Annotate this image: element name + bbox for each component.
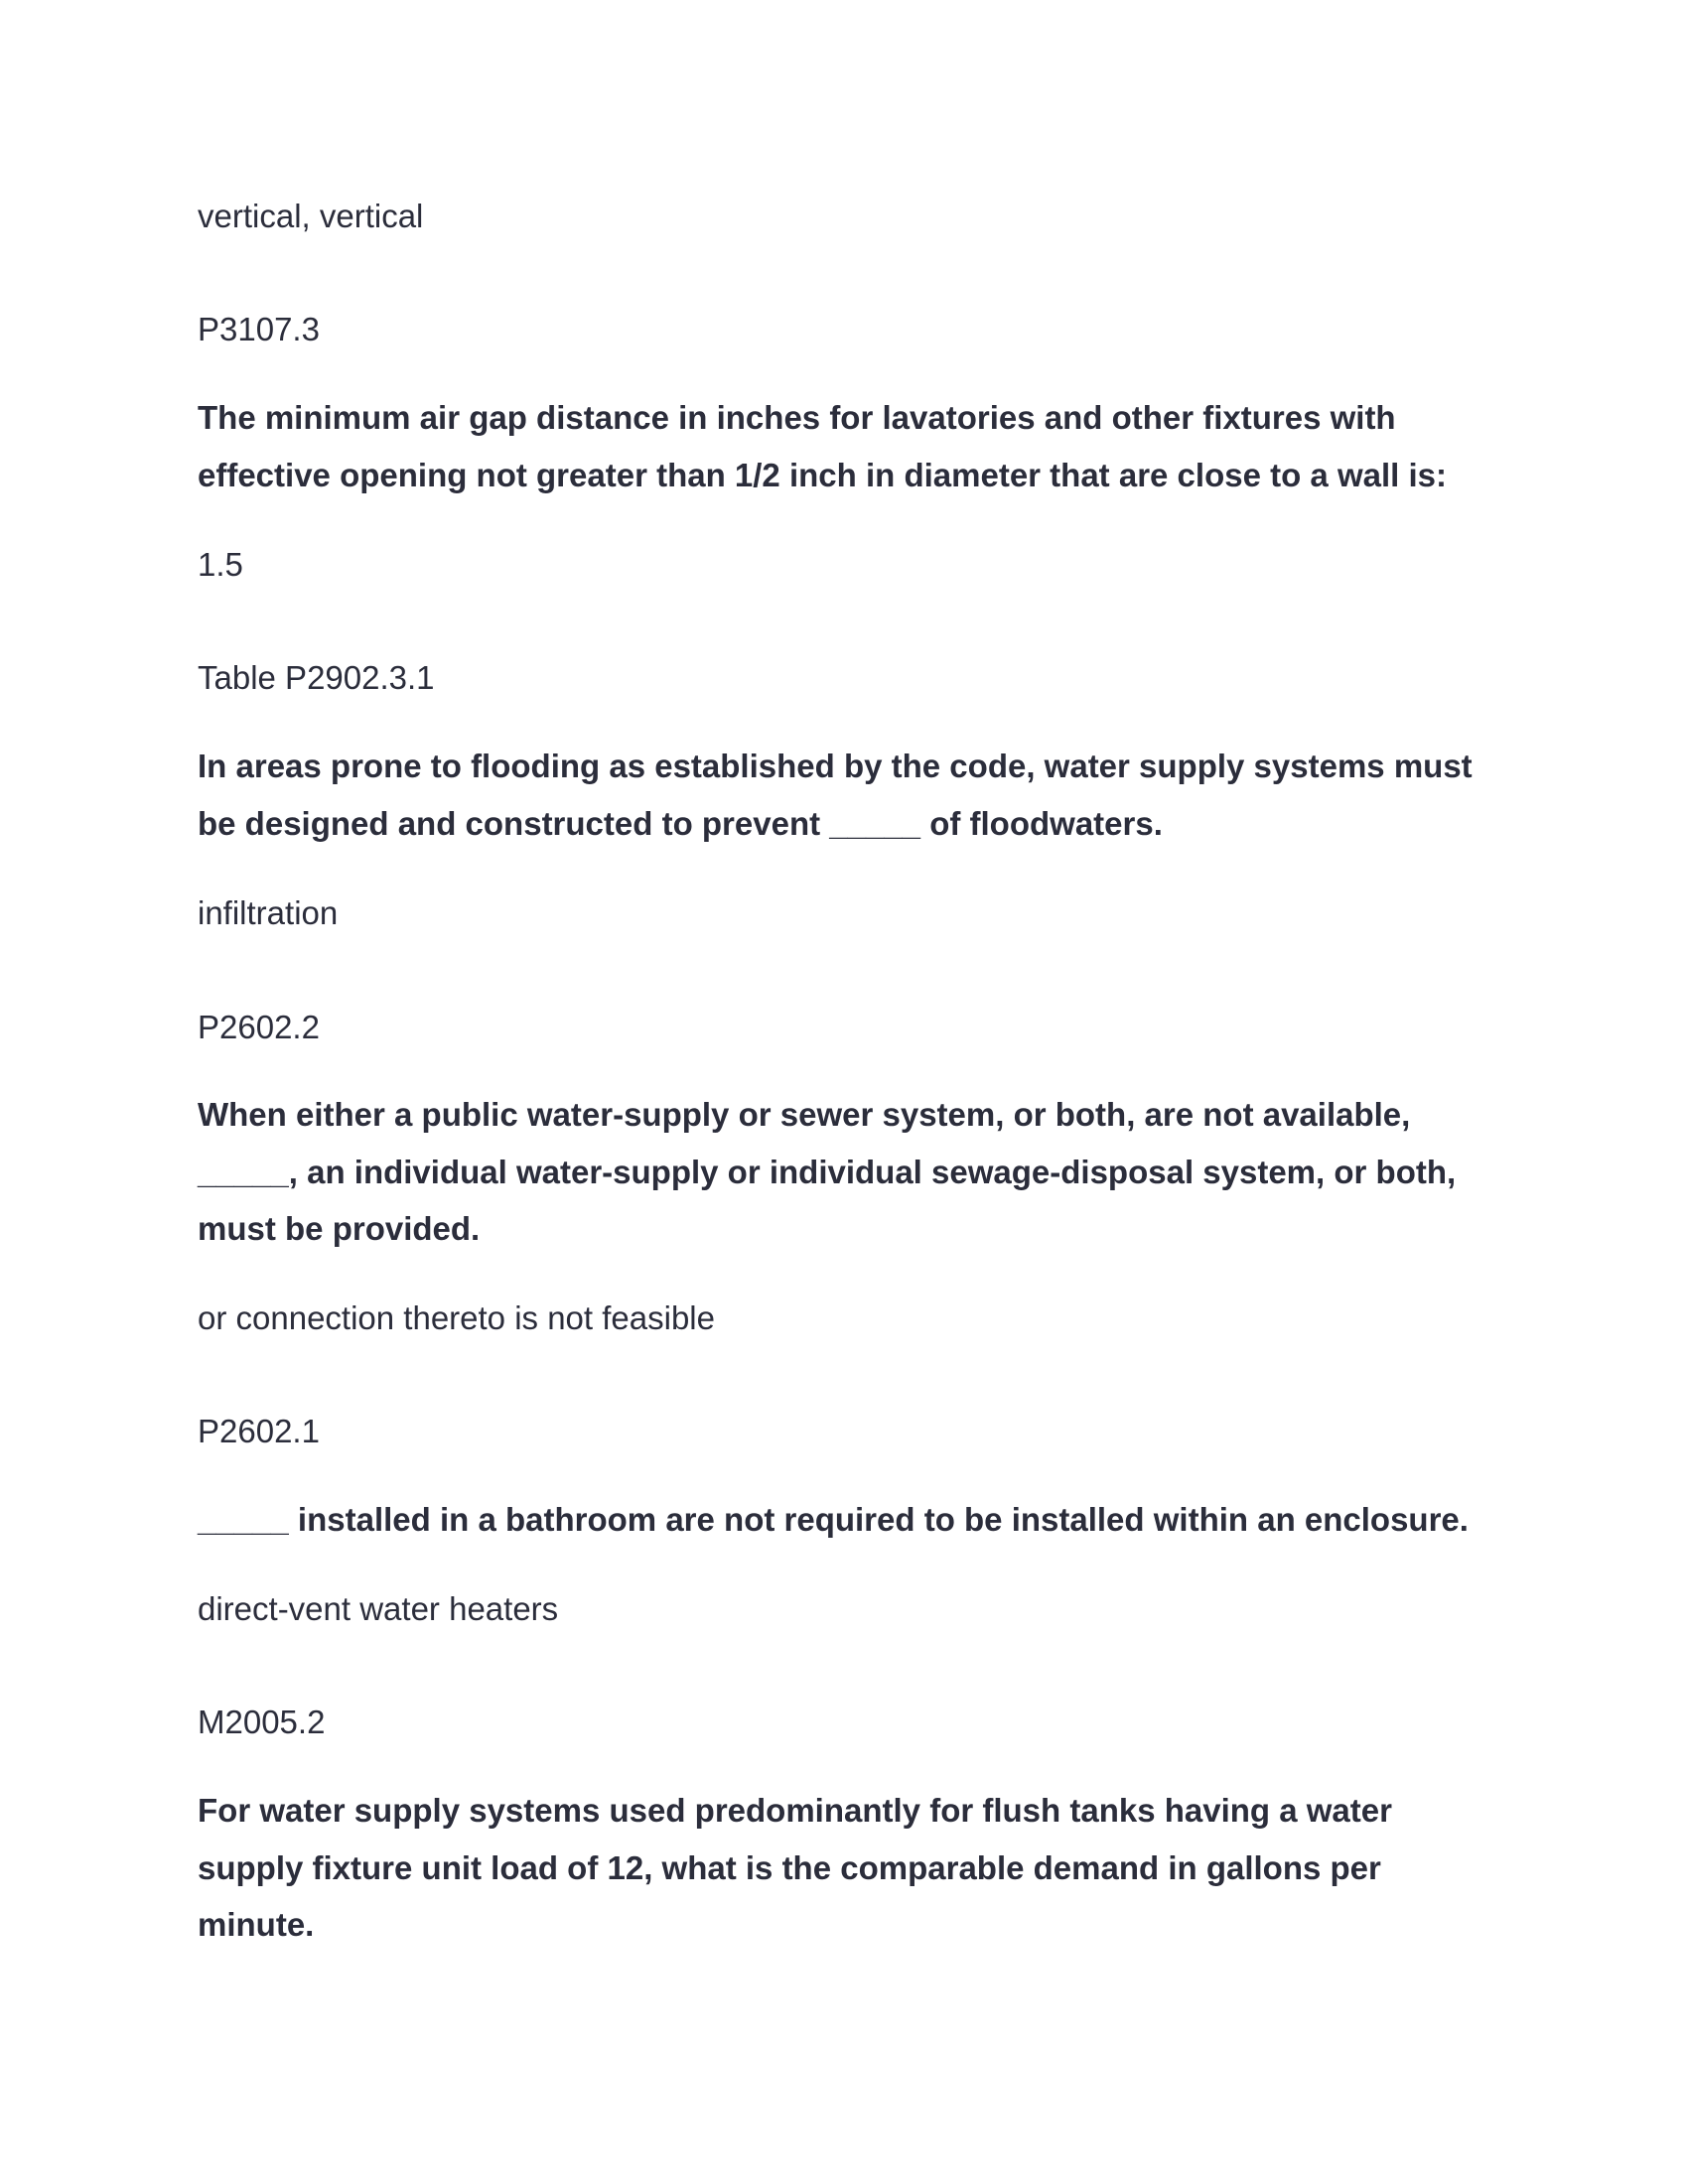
question-line: _____ installed in a bathroom are not required to be installed within an enclosure.: [198, 1501, 1469, 1538]
answer-text: infiltration: [198, 894, 339, 931]
answer-text: or connection thereto is not feasible: [198, 1299, 715, 1336]
answer-text: direct-vent water heaters: [198, 1590, 559, 1627]
question-line: effective opening not greater than 1/2 inch in diameter that are close to a wall is:: [198, 457, 1447, 493]
question-line: _____, an individual water-supply or individual sewage-disposal system, or both,: [198, 1154, 1457, 1190]
reference-code: M2005.2: [198, 1704, 326, 1740]
question-line: When either a public water-supply or sewer system, or both, are not available,: [198, 1096, 1411, 1133]
reference-code: P2602.1: [198, 1413, 320, 1449]
reference-code: P3107.3: [198, 311, 320, 347]
reference-code: P2602.2: [198, 1009, 320, 1045]
question-line: The minimum air gap distance in inches for lavatories and other fixtures with: [198, 399, 1396, 436]
question-line: In areas prone to flooding as established by the code, water supply systems must: [198, 748, 1473, 784]
answer-text: vertical, vertical: [198, 198, 424, 234]
question-line: be designed and constructed to prevent _____ of floodwaters.: [198, 805, 1163, 842]
answer-text: 1.5: [198, 546, 243, 583]
question-line: For water supply systems used predominantly for flush tanks having a water: [198, 1792, 1392, 1829]
reference-code: Table P2902.3.1: [198, 659, 435, 696]
question-line: supply fixture unit load of 12, what is the comparable demand in gallons per: [198, 1849, 1381, 1886]
question-line: must be provided.: [198, 1210, 481, 1247]
question-line: minute.: [198, 1906, 315, 1943]
